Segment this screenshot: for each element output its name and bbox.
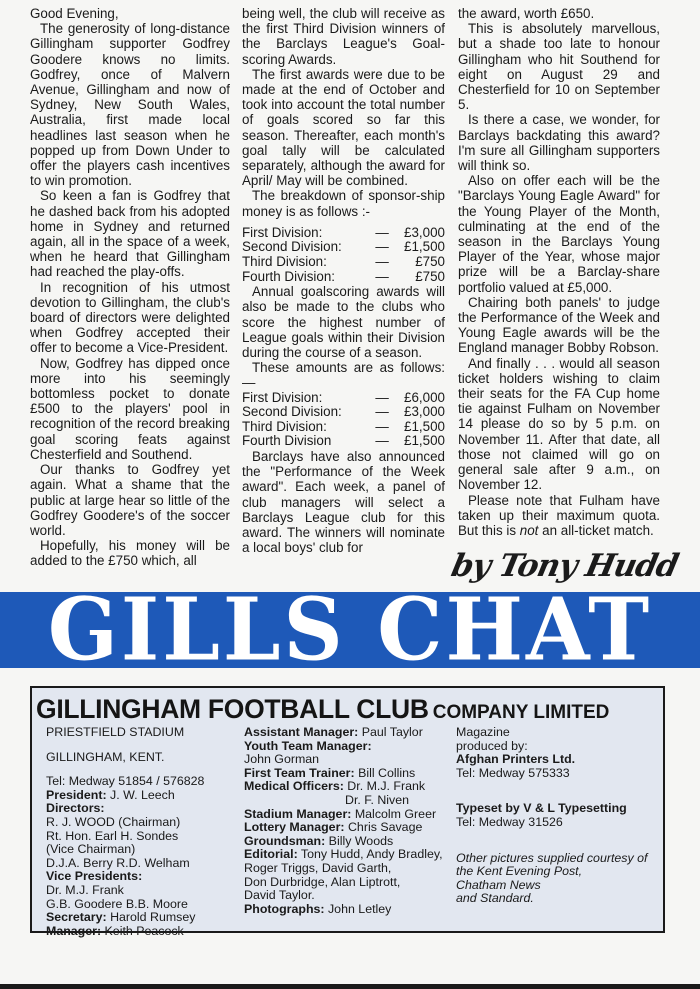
table-row [242,270,445,285]
table-row [242,434,445,449]
paragraph: The generosity of long-distance Gillingham supporter Godfrey Goodere knows no limits. Godfrey, once of Malvern Avenue, Gillingham and now of Sydney, New South Wales, Australia, first made local headlines last season when he popped up from Down Under to offer the players cash incentives to win promotion. [30,21,230,189]
amount: £750 [415,268,445,284]
division-label: Second Division: [242,239,342,255]
dash: — [375,389,389,405]
article [30,6,660,592]
value: John Letley [324,901,392,916]
youth-team-manager-label: Youth Team Manager: [244,738,372,753]
spacer [456,830,661,841]
label: Editorial: [244,847,298,862]
editorial-line: Roger Triggs, David Garth, [244,860,392,875]
vice-president: Dr. M.J. Frank [46,882,124,897]
club-info-column-3 [456,726,661,906]
label: First Team Trainer: [244,765,355,780]
spacer [456,841,661,852]
typesetter-telephone: Tel: Medway 31526 [456,814,563,829]
division-label: Third Division: [242,254,327,270]
table-row [242,240,445,255]
magazine-line: Magazine [456,725,510,739]
label: Manager: [46,923,102,938]
club-name-suffix: COMPANY LIMITED [432,702,610,723]
paragraph [458,493,660,539]
club-info-box [30,686,665,938]
table-row [242,391,445,406]
value: Keith Peacock [101,923,184,938]
article-column-1 [30,6,230,569]
picture-credit: Chatham News [456,877,541,892]
division-label: Fourth Division: [242,268,336,284]
photographs [244,903,449,917]
amount: £6,000 [404,389,445,405]
paragraph: being well, the club will receive as the first Third Division winners of the Barclays League's Goal-scoring Awards. [242,6,445,67]
byline: by Tony Hudd [448,548,682,584]
amount: £3,000 [404,404,445,420]
editorial-line: David Taylor. [244,888,315,903]
paragraph: Also on offer each will be the "Barclays Young Eagle Award" for the Young Player of the Month, culminating at the end of the season in the Barclays Young Player of the Year, whose major prize will be a Barclay-share portfolio valued at £5,000. [458,173,660,295]
telephone: Tel: Medway 51854 / 576828 [46,774,205,789]
amount: £1,500 [404,418,445,434]
value: J. W. Leech [106,787,175,802]
label: Photographs: [244,901,325,916]
table-row [242,420,445,435]
medical-officer-2: Dr. F. Niven [345,792,410,807]
sponsorship-table [242,226,445,284]
paragraph: Good Evening, [30,6,119,21]
page-bottom-rule [0,984,700,989]
groundsman [244,835,449,849]
text: an all-ticket match. [538,522,654,538]
annual-awards-table [242,391,445,449]
club-name: GILLINGHAM FOOTBALL CLUB [36,694,429,724]
article-column-3 [458,6,660,538]
dash: — [375,418,389,434]
youth-team-manager: John Gorman [244,752,320,767]
magazine-line: produced by: [456,738,528,753]
manager [46,925,246,939]
director: D.J.A. Berry R.D. Welham [46,855,190,870]
division-label: Third Division: [242,418,327,434]
editorial [244,848,449,862]
label: Secretary: [46,910,107,925]
president [46,789,246,803]
text: Please note that Fulham have taken up their maximum quota. But this is [458,492,660,538]
club-info-column-1 [46,726,246,938]
directors-label: Directors: [46,801,105,816]
value: Tony Hudd, Andy Bradley, [297,847,443,862]
club-heading [36,694,609,725]
label: President: [46,787,107,802]
division-label: Fourth Division [242,433,332,449]
printer-telephone: Tel: Medway 575333 [456,765,570,780]
assistant-manager [244,726,449,740]
printer-name: Afghan Printers Ltd. [456,752,576,767]
value: Dr. M.J. Frank [343,779,426,794]
label: Stadium Manager: [244,806,352,821]
picture-credit: Other pictures supplied courtesy of [456,850,648,865]
amount: £1,500 [404,239,445,255]
picture-credit: the Kent Evening Post, [456,864,583,879]
lottery-manager [244,821,449,835]
paragraph: Hopefully, his money will be added to the £750 which, all [30,538,230,569]
dash: — [375,239,389,255]
paragraph: These amounts are as follows:— [242,360,445,391]
paragraph: Our thanks to Godfrey yet again. What a shame that the public at large hear so little of the Godfrey Goodere's of the soccer world. [30,462,230,538]
town: GILLINGHAM, KENT. [46,749,165,764]
paragraph: Chairing both panels' to judge the Performance of the Week and Young Eagle awards will be the England manager Bobby Robson. [458,294,660,356]
table-row [242,255,445,270]
paragraph: And finally . . . would all season ticket holders wishing to claim their seats for the FA Cup home tie against Fulham on November 14 please do so by 5 p.m. on November 11. After that date, all those not claimed will go on general sale after 9 a.m., on November 12. [458,355,660,493]
paragraph: the award, worth £650. [458,6,595,21]
paragraph: Is there a case, we wonder, for Barclays backdating this award? I'm sure all Gillingham supporters will think so. [458,112,660,174]
value: Malcolm Greer [351,806,437,821]
emphasis: not [519,522,539,538]
value: Paul Taylor [358,725,423,739]
gills-chat-banner [0,579,700,681]
first-team-trainer [244,767,449,781]
spacer [46,740,246,751]
secretary [46,911,246,925]
paragraph: Now, Godfrey has dipped once more into his seemingly bottomless pocket to donate £500 to the players' pool in recognition of the record breaking goal scoring feats against Chesterfield and Southend. [30,355,230,462]
paragraph: Barclays have also announced the "Performance of the Week award". Each week, a panel of club managers will select a Barclays League club for this award. The winners will nominate a local boys' club for [242,449,445,556]
label: Lottery Manager: [244,820,345,835]
amount: £3,000 [404,224,445,240]
table-row [242,405,445,420]
dash: — [375,404,389,420]
paragraph: Annual goalscoring awards will also be made to the clubs who score the highest number of League goals within their Division during the course of a season. [242,284,445,361]
director: (Vice Chairman) [46,842,136,857]
vice-president: G.B. Goodere B.B. Moore [46,896,188,911]
dash: — [375,254,389,270]
paragraph: So keen a fan is Godfrey that he dashed back from his adopted home in Sydney and returned again, all in the space of a week, when he heard that Gillingham had reached the play-offs. [30,188,230,280]
stadium-name: PRIESTFIELD STADIUM [46,725,185,739]
editorial-line: Don Durbridge, Alan Liptrott, [244,874,401,889]
value: Chris Savage [344,820,423,835]
director: R. J. WOOD (Chairman) [46,814,181,829]
paragraph: The first awards were due to be made at the end of October and took into account the total number of goals scored so far this season. Thereafter, each month's goal tally will be calculated separately, although the award for April/ May will be combined. [242,66,445,189]
stadium-manager [244,808,449,822]
label: Groundsman: [244,833,326,848]
division-label: First Division: [242,389,323,405]
vice-presidents-label: Vice Presidents: [46,869,143,884]
dash: — [375,268,389,284]
value: Billy Woods [325,833,394,848]
banner-title: GILLS CHAT [47,579,653,681]
club-info-column-2 [244,726,449,916]
picture-credit: and Standard. [456,891,534,906]
director: Rt. Hon. Earl H. Sondes [46,828,179,843]
amount: £1,500 [404,433,445,449]
article-column-2 [242,6,445,555]
division-label: First Division: [242,224,323,240]
division-label: Second Division: [242,404,342,420]
value: Harold Rumsey [106,910,196,925]
typesetter: Typeset by V & L Typesetting [456,801,627,816]
label: Medical Officers: [244,779,344,794]
paragraph: In recognition of his utmost devotion to Gillingham, the club's board of directors were delighted when Godfrey accepted their offer to become a Vice-President. [30,279,230,356]
spacer [456,780,661,791]
dash: — [375,224,389,240]
amount: £750 [415,254,445,270]
medical-officers [244,780,449,794]
paragraph: The breakdown of sponsor-ship money is as follows :- [242,188,445,219]
label: Assistant Manager: [244,725,359,739]
value: Bill Collins [354,765,416,780]
dash: — [375,433,389,449]
paragraph: This is absolutely marvellous, but a shade too late to honour Gillingham who hit Southend for eight on August 29 and Chesterfield for 10 on September 5. [458,21,660,113]
table-row [242,226,445,241]
